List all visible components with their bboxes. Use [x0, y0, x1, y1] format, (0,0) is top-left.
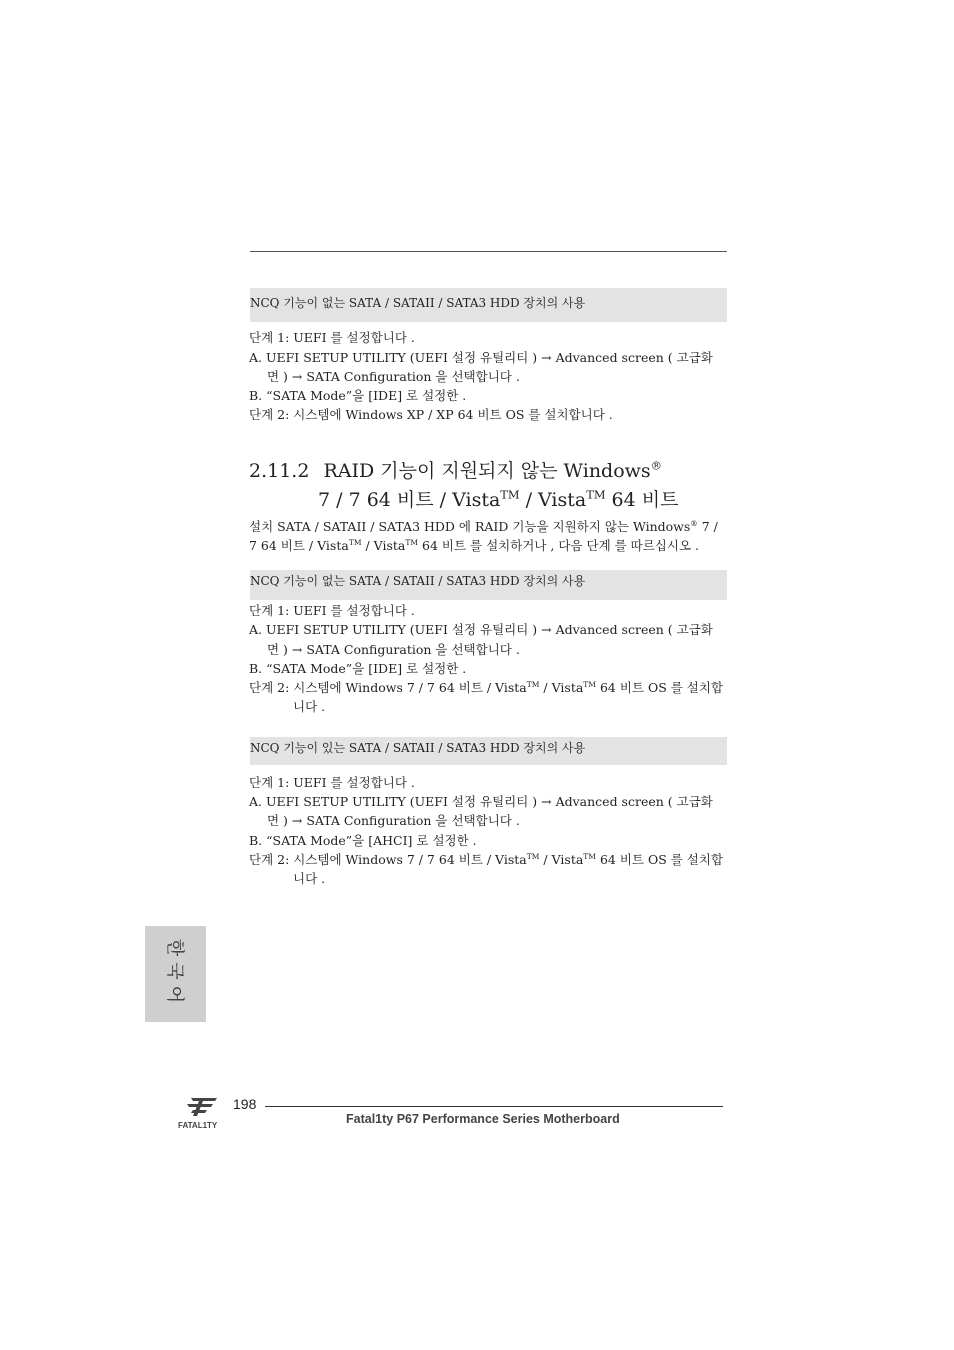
registered-mark: ®	[650, 458, 663, 473]
section3-step-a-cont: 면 ) → SATA Configuration 을 선택합니다 .	[267, 813, 520, 828]
section2-banner	[250, 570, 727, 600]
section-heading-number: 2.11.2	[249, 460, 310, 482]
section-heading-title: RAID 기능이 지원되지 않는 Windows	[323, 460, 651, 482]
logo-wordmark: FATAL1TY	[178, 1121, 218, 1130]
fatal1ty-logo	[177, 1094, 231, 1134]
section3-banner	[250, 737, 727, 765]
top-divider	[250, 251, 727, 252]
section-heading-line1	[249, 460, 662, 482]
section-heading-line2: 7 / 7 64 비트 / Vista™ / Vista™ 64 비트	[318, 487, 679, 511]
section3-banner-text: NCQ 기능이 있는 SATA / SATAII / SATA3 HDD 장치의 사용	[250, 741, 586, 755]
section2-step-a-cont: 면 ) → SATA Configuration 을 선택합니다 .	[267, 642, 520, 657]
section2-step-b: B. “SATA Mode”을 [IDE] 로 설정한 .	[249, 661, 467, 676]
section1-step-a: A. UEFI SETUP UTILITY (UEFI 설정 유틸리티 ) → Advanced screen ( 고급화	[249, 350, 713, 365]
section3-step1: 단계 1: UEFI 를 설정합니다 .	[249, 775, 415, 790]
section3-step2-cont: 니다 .	[293, 871, 326, 886]
trademark-mark: TM	[586, 487, 606, 502]
section1-step1: 단계 1: UEFI 를 설정합니다 .	[249, 330, 415, 345]
language-label: 한국어	[163, 938, 185, 1010]
section2-banner-text: NCQ 기능이 없는 SATA / SATAII / SATA3 HDD 장치의 사용	[250, 574, 586, 588]
section2-step1: 단계 1: UEFI 를 설정합니다 .	[249, 603, 415, 618]
section3-step-a: A. UEFI SETUP UTILITY (UEFI 설정 유틸리티 ) → Advanced screen ( 고급화	[249, 794, 713, 809]
section3-step2: 단계 2: 시스템에 Windows 7 / 7 64 비트 / Vista™ / Vista™ 64 비트 OS 를 설치합	[249, 851, 724, 867]
trademark-mark: TM	[500, 487, 520, 502]
section1-step2: 단계 2: 시스템에 Windows XP / XP 64 비트 OS 를 설치합니다 .	[249, 407, 613, 422]
section1-step-a-cont: 면 ) → SATA Configuration 을 선택합니다 .	[267, 369, 520, 384]
footer-divider	[265, 1106, 723, 1107]
section2-step2: 단계 2: 시스템에 Windows 7 / 7 64 비트 / Vista™ / Vista™ 64 비트 OS 를 설치합	[249, 679, 724, 695]
intro-line2: 7 64 비트 / Vista™ / Vista™ 64 비트 를 설치하거나 , 다음 단계 를 따르십시오 .	[249, 537, 699, 553]
section2-step-a: A. UEFI SETUP UTILITY (UEFI 설정 유틸리티 ) → Advanced screen ( 고급화	[249, 622, 713, 637]
section1-banner-text: NCQ 기능이 없는 SATA / SATAII / SATA3 HDD 장치의 사용	[250, 296, 586, 310]
section1-banner	[250, 288, 727, 322]
footer-title: Fatal1ty P67 Performance Series Motherboard	[346, 1112, 620, 1126]
intro-line1: 설치 SATA / SATAII / SATA3 HDD 에 RAID 기능을 지원하지 않는 Windows® 7 /	[249, 518, 718, 534]
section2-step2-cont: 니다 .	[293, 699, 326, 714]
section3-step-b: B. “SATA Mode”을 [AHCI] 로 설정한 .	[249, 833, 477, 848]
page-number: 198	[233, 1096, 257, 1112]
fatal1ty-logo-icon	[177, 1094, 231, 1134]
section1-step-b: B. “SATA Mode”을 [IDE] 로 설정한 .	[249, 388, 467, 403]
language-side-tab	[145, 926, 206, 1022]
